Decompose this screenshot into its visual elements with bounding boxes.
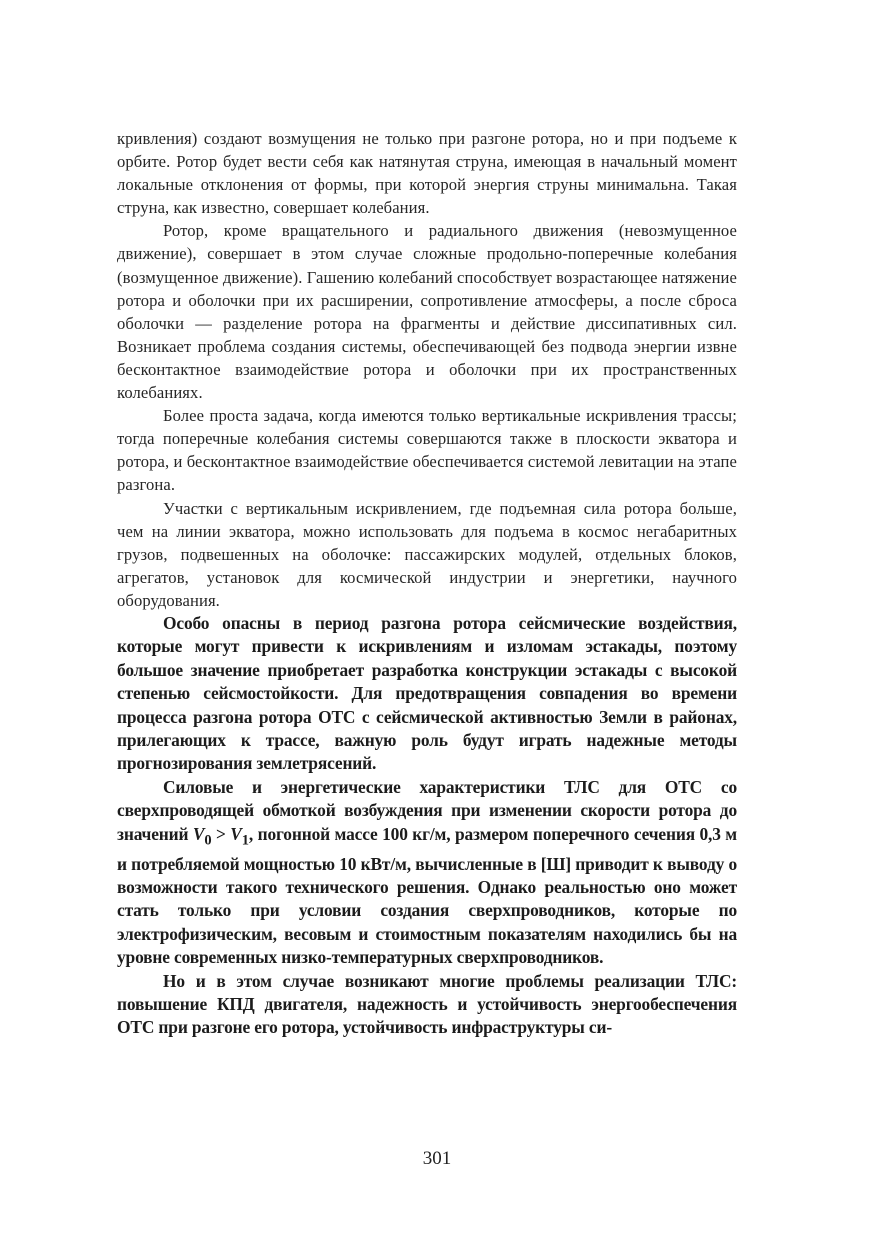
paragraph-5: Особо опасны в период разгона ротора сейсмические воздействия, которые могут привести к искривлениям и изломам эстакады, поэтому большое значение приобретает разработка конструкции эстакады с высокой степенью сейсмостойкости. Для предотвращения совпадения во времени процесса разгона ротора ОТС с сейсмической активностью Земли в районах, прилегающих к трассе, важную роль будут играть надежные методы прогнозирования землетрясений.: [117, 612, 737, 774]
subscript-1: 1: [241, 832, 249, 849]
subscript-0: 0: [204, 832, 212, 849]
variable-v0: V: [192, 823, 205, 844]
paragraph-6-text-after: , погонной массе 100 кг/м, размером поперечного сечения 0,3 м и потребляемой мощностью 10 кВт/м, вычисленные в [Ш] приводит к выводу о возможности такого технического решения. Однако реальностью оно может стать только при условии создания сверхпроводников, которые по электрофизическим, весовым и стоимостным показателям находились бы на уровне современных низко-температурных сверхпроводников.: [117, 823, 738, 968]
paragraph-7: Но и в этом случае возникают многие проблемы реализации ТЛС: повышение КПД двигателя, надежность и устойчивость энергообеспечения ОТС при разгоне его ротора, устойчивость инфраструктуры си-: [117, 970, 737, 1038]
page-number: 301: [422, 1148, 452, 1169]
paragraph-1: кривления) создают возмущения не только при разгоне ротора, но и при подъеме к орбите. Ротор будет вести себя как натянутая струна, имеющая в начальный момент локальные отклонения от формы, при которой энергия струны минимальна. Такая струна, как известно, совершает колебания.: [117, 129, 737, 218]
paragraph-2: Ротор, кроме вращательного и радиального движения (невозмущенное движение), совершает в этом случае сложные продольно-поперечные колебания (возмущенное движение). Гашению колебаний способствует возрастающее натяжение ротора и оболочки при их расширении, сопротивление атмосферы, а после сброса оболочки — разделение ротора на фрагменты и действие диссипативных сил. Возникает проблема создания системы, обеспечивающей без подвода энергии извне бесконтактное взаимодействие ротора и оболочки при их пространственных колебаниях.: [117, 221, 738, 403]
variable-v1: V: [230, 823, 242, 844]
paragraph-3: Более проста задача, когда имеются только вертикальные искривления трассы; тогда поперечные колебания системы совершаются также в плоскости экватора и ротора, и бесконтактное взаимодействие обеспечивается системой левитации на этапе разгона.: [117, 406, 737, 495]
page-body: [117, 127, 737, 1040]
paragraph-6: [117, 776, 737, 970]
paragraph-6-text-before: Силовые и энергетические характеристики ТЛС для ОТС со сверхпроводящей обмоткой возбуждения при изменении скорости ротора до значений: [117, 776, 737, 844]
paragraph-4: Участки с вертикальным искривлением, где подъемная сила ротора больше, чем на линии экватора, можно использовать для подъема в космос негабаритных грузов, подвешенных на оболочке: пассажирских модулей, отдельных блоков, агрегатов, установок для космической индустрии и энергетики, научного оборудования.: [117, 498, 737, 610]
greater-than-operator: >: [211, 823, 231, 844]
